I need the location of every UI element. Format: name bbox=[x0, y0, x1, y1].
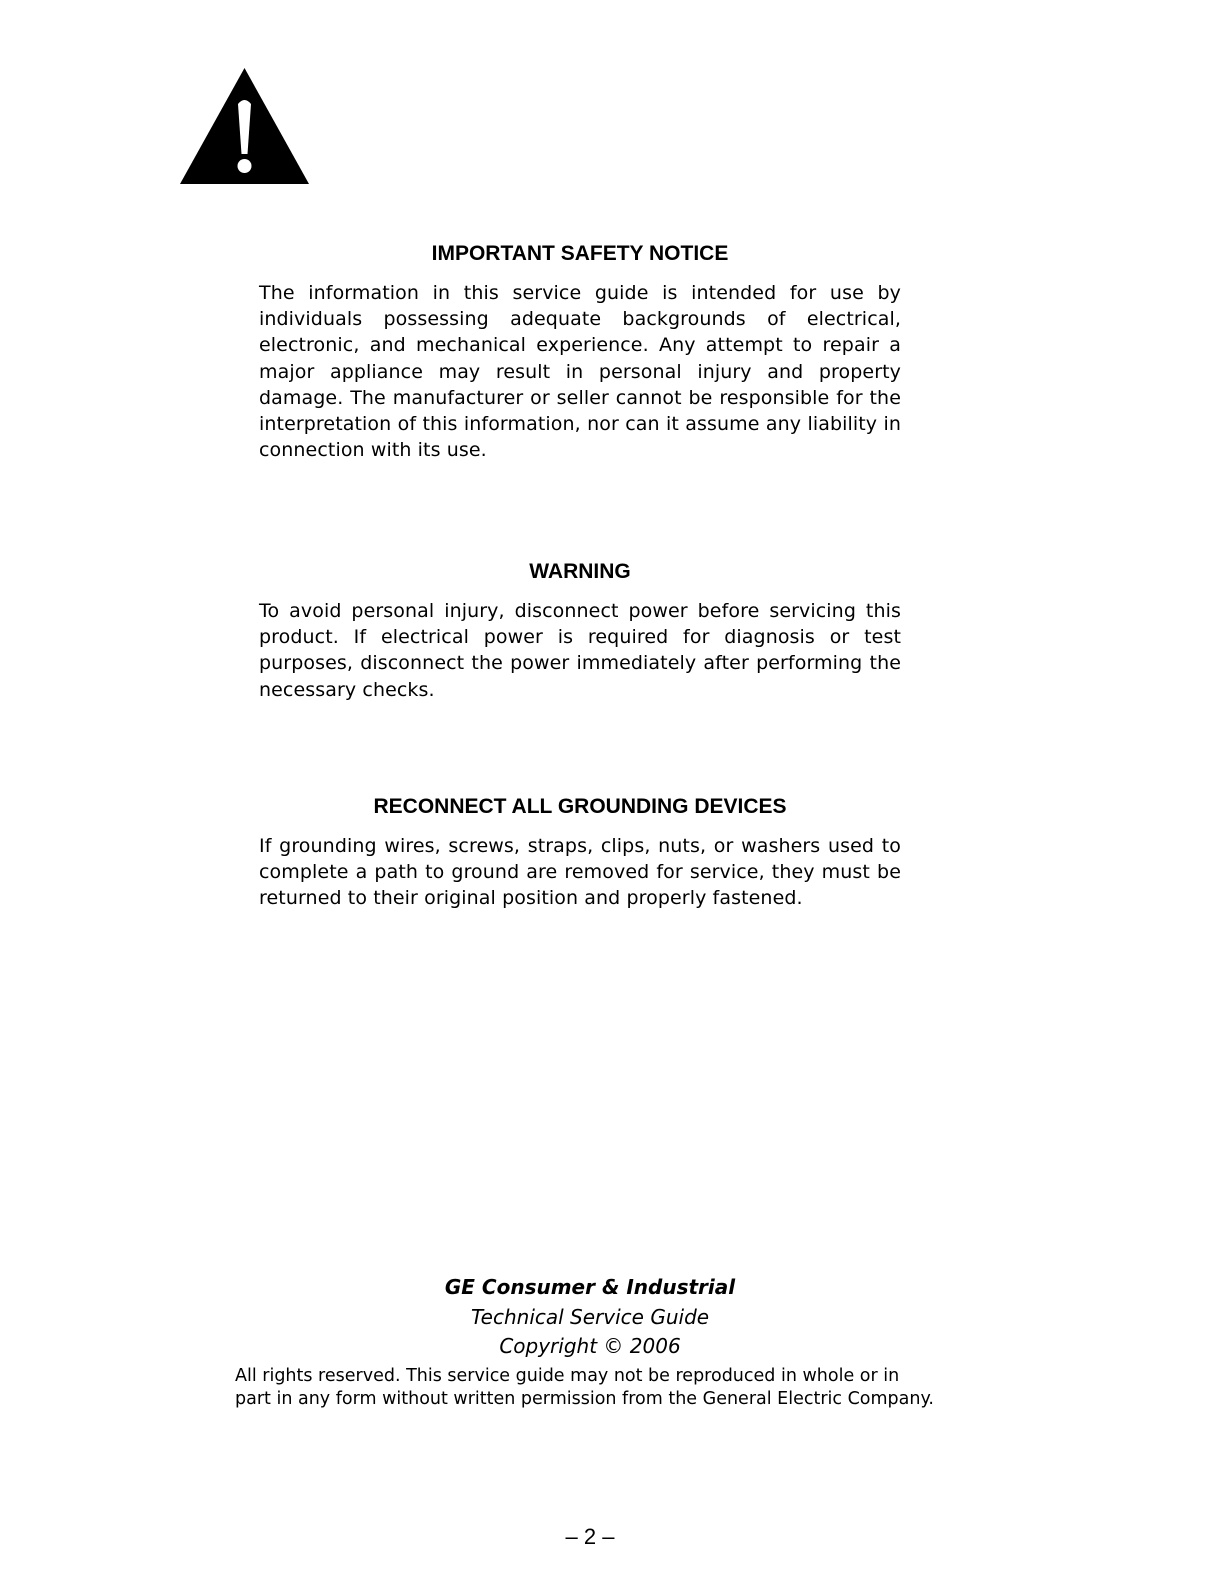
safety-notice-heading: IMPORTANT SAFETY NOTICE bbox=[431, 242, 729, 265]
safety-notice-body: The information in this service guide is intended for use by individuals possessing adequate backgrounds of electrical, electronic, and mechanical experience. Any attempt to repair a major appliance may result in personal injury and property damage. The manufacturer or seller cannot be responsible for the interpretation of this information, nor can it assume any liability in connection with its use. bbox=[259, 282, 901, 462]
warning-heading: WARNING bbox=[529, 560, 631, 583]
grounding-section bbox=[259, 795, 901, 912]
footer-guide-title: Technical Service Guide bbox=[470, 1305, 710, 1329]
grounding-heading: RECONNECT ALL GROUNDING DEVICES bbox=[373, 795, 787, 818]
page-number: – 2 – bbox=[565, 1524, 615, 1549]
warning-body: To avoid personal injury, disconnect power before servicing this product. If electrical power is required for diagnosis or test purposes, disconnect the power immediately after performing the necessary checks. bbox=[259, 600, 901, 701]
safety-notice-section bbox=[259, 242, 901, 463]
footer-copyright: Copyright © 2006 bbox=[499, 1334, 681, 1358]
warning-section bbox=[259, 560, 901, 703]
footer-company: GE Consumer & Industrial bbox=[444, 1275, 736, 1299]
warning-triangle-icon bbox=[180, 68, 309, 184]
grounding-body: If grounding wires, screws, straps, clips, nuts, or washers used to complete a path to ground are removed for service, they must be returned to their original position and properly fastened. bbox=[259, 835, 901, 910]
footer-rights-notice: All rights reserved. This service guide may not be reproduced in whole or in part in any form without written permission from the General Electric Company. bbox=[235, 1366, 934, 1409]
